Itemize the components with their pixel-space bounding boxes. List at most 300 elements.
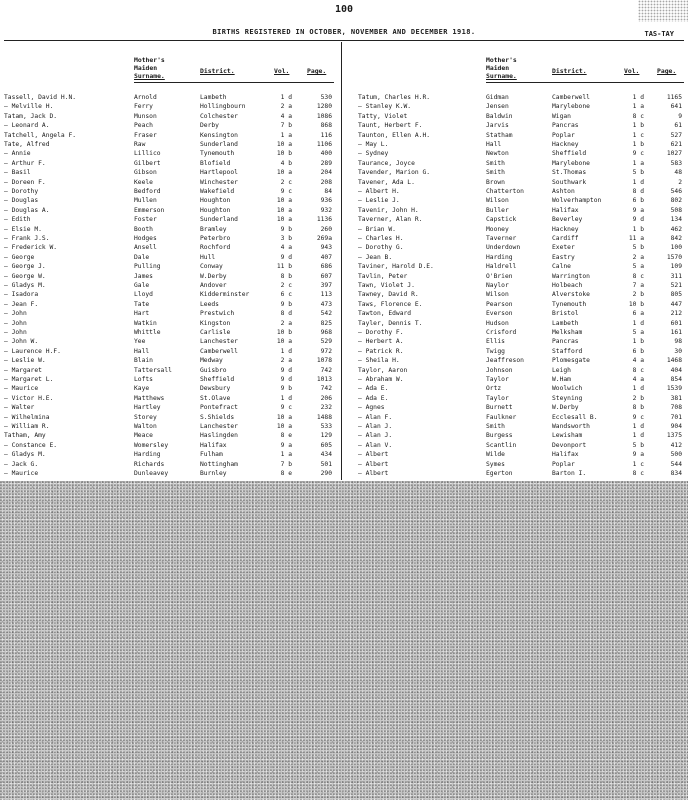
left-mother-maiden-surname: Watkin bbox=[134, 319, 157, 327]
left-child-name: — Melville H. bbox=[4, 103, 54, 111]
left-mother-maiden-surname: Fraser bbox=[134, 131, 157, 139]
left-child-name: — Gladys M. bbox=[4, 282, 46, 289]
right-mother-maiden-surname: O'Brien bbox=[486, 272, 513, 280]
left-volume: 1 d bbox=[280, 347, 292, 355]
right-child-name: Tavenir, John H. bbox=[358, 206, 419, 214]
right-volume: 9 c bbox=[632, 413, 644, 421]
left-volume: 9 d bbox=[280, 376, 292, 383]
right-page: 834 bbox=[670, 470, 682, 477]
right-volume: 8 c bbox=[632, 470, 644, 477]
right-child-name: — May L. bbox=[358, 141, 389, 148]
right-child-name: — Brian W. bbox=[358, 225, 396, 233]
left-volume: 1 a bbox=[280, 451, 292, 459]
left-district: Houghton bbox=[200, 197, 231, 205]
left-page: 1136 bbox=[316, 216, 332, 224]
left-volume: 9 c bbox=[280, 404, 292, 412]
left-mother-maiden-surname: Blain bbox=[134, 357, 153, 365]
left-mother-maiden-surname: Booth bbox=[134, 225, 153, 233]
left-volume: 3 b bbox=[280, 235, 292, 242]
right-mother-maiden-surname: Baldwin bbox=[486, 112, 513, 120]
left-page: 686 bbox=[320, 263, 332, 271]
left-district: Camberwell bbox=[200, 347, 238, 355]
right-volume: 6 b bbox=[632, 197, 644, 205]
left-mother-maiden-surname: Foster bbox=[134, 216, 157, 224]
left-page: 434 bbox=[320, 451, 332, 459]
right-header-vol: Vol. bbox=[624, 67, 640, 75]
right-district: Holbeach bbox=[552, 282, 583, 289]
right-page: 546 bbox=[670, 188, 682, 195]
left-mother-maiden-surname: Gibson bbox=[134, 169, 157, 177]
left-district: Blofield bbox=[200, 159, 231, 167]
right-district: Wigan bbox=[552, 112, 571, 120]
right-mother-maiden-surname: Crisford bbox=[486, 329, 517, 336]
left-district: Colchester bbox=[200, 112, 238, 120]
right-mother-maiden-surname: Gidman bbox=[486, 94, 509, 101]
right-district: Ashton bbox=[552, 188, 575, 195]
left-district: St.Olave bbox=[200, 394, 231, 402]
left-child-name: — Maurice bbox=[4, 385, 39, 393]
page-heading: BIRTHS REGISTERED IN OCTOBER, NOVEMBER AND DECEMBER 1918. bbox=[212, 28, 476, 36]
left-district: Medway bbox=[200, 357, 223, 365]
right-district: Devonport bbox=[552, 441, 587, 449]
right-volume: 1 b bbox=[632, 122, 644, 130]
left-district: Burnley bbox=[200, 470, 227, 477]
left-page: 289 bbox=[320, 159, 332, 167]
left-child-name: — Isadora bbox=[4, 291, 39, 299]
left-page: 542 bbox=[320, 310, 332, 318]
right-mother-maiden-surname: Naylor bbox=[486, 282, 509, 289]
right-page: 404 bbox=[670, 366, 682, 374]
right-volume: 8 c bbox=[632, 272, 644, 280]
left-child-name: — George bbox=[4, 253, 35, 261]
right-district: Eastry bbox=[552, 253, 575, 261]
left-mother-maiden-surname: James bbox=[134, 272, 153, 280]
left-volume: 9 b bbox=[280, 225, 292, 233]
left-volume: 2 a bbox=[280, 103, 292, 111]
right-volume: 5 b bbox=[632, 441, 644, 449]
left-child-name: — Edith bbox=[4, 216, 31, 224]
left-page: 473 bbox=[320, 300, 332, 308]
left-page: 84 bbox=[324, 188, 332, 195]
left-district: W.Derby bbox=[200, 272, 227, 280]
left-volume: 6 c bbox=[280, 291, 292, 299]
right-child-name: Tatty, Violet bbox=[358, 112, 408, 120]
right-volume: 9 a bbox=[632, 451, 644, 459]
right-district: Exeter bbox=[552, 244, 575, 252]
right-district: Tynemouth bbox=[552, 300, 587, 308]
left-mother-maiden-surname: Lloyd bbox=[134, 291, 153, 299]
left-child-name: — Elsie M. bbox=[4, 225, 42, 233]
left-volume: 9 b bbox=[280, 300, 292, 308]
left-mother-maiden-surname: Dunleavey bbox=[134, 470, 169, 477]
left-district: Haslingden bbox=[200, 432, 238, 440]
right-mother-maiden-surname: Mooney bbox=[486, 225, 509, 233]
left-mother-maiden-surname: Gilbert bbox=[134, 159, 161, 167]
left-volume: 9 d bbox=[280, 253, 292, 261]
left-district: Bramley bbox=[200, 225, 227, 233]
right-volume: 4 a bbox=[632, 376, 644, 383]
left-child-name: — John W. bbox=[4, 338, 39, 346]
left-district: Rochford bbox=[200, 244, 231, 252]
header-bottom-rule bbox=[134, 82, 334, 83]
left-district: S.Shields bbox=[200, 413, 235, 421]
left-child-name: — Jean F. bbox=[4, 300, 39, 308]
left-district: Halifax bbox=[200, 441, 227, 449]
left-page: 825 bbox=[320, 319, 332, 327]
left-mother-maiden-surname: Hartley bbox=[134, 404, 161, 412]
right-child-name: — Stanley K.W. bbox=[358, 103, 412, 111]
right-volume: 9 d bbox=[632, 216, 644, 224]
left-page: 529 bbox=[320, 338, 332, 346]
right-district: Wandsworth bbox=[552, 423, 590, 430]
left-mother-maiden-surname: Dale bbox=[134, 253, 150, 261]
right-district: Stafford bbox=[552, 347, 583, 355]
left-child-name: — Doreen F. bbox=[4, 178, 46, 186]
right-volume: 1 b bbox=[632, 338, 644, 346]
right-mother-maiden-surname: Jarvis bbox=[486, 122, 509, 130]
left-page: 129 bbox=[320, 432, 332, 440]
right-volume: 1 c bbox=[632, 131, 644, 139]
right-district: Warrington bbox=[552, 272, 590, 280]
left-page: 1106 bbox=[316, 141, 332, 148]
left-district: Tynemouth bbox=[200, 150, 235, 158]
right-page: 1468 bbox=[666, 357, 682, 365]
right-child-name: Taurance, Joyce bbox=[358, 159, 415, 167]
right-district: Lewisham bbox=[552, 432, 583, 440]
right-volume: 2 b bbox=[632, 394, 644, 402]
right-child-name: — Abraham W. bbox=[358, 376, 404, 383]
right-page: 527 bbox=[670, 131, 682, 139]
left-child-name: Tassell, David H.N. bbox=[4, 94, 77, 101]
right-page: 1375 bbox=[666, 432, 682, 440]
left-volume: 8 d bbox=[280, 310, 292, 318]
left-child-name: — Frederick W. bbox=[4, 244, 58, 252]
left-volume: 2 a bbox=[280, 319, 292, 327]
left-child-name: — Jack G. bbox=[4, 460, 39, 468]
right-mother-maiden-surname: Newton bbox=[486, 150, 509, 158]
right-page: 98 bbox=[674, 338, 682, 346]
right-district: Lambeth bbox=[552, 319, 579, 327]
left-child-name: — Laurence H.F. bbox=[4, 347, 61, 355]
left-child-name: — John bbox=[4, 310, 27, 318]
left-district: Prestwich bbox=[200, 310, 235, 318]
left-page: 533 bbox=[320, 423, 332, 430]
right-page: 462 bbox=[670, 225, 682, 233]
right-mother-maiden-surname: Underdown bbox=[486, 244, 521, 252]
right-page: 134 bbox=[670, 216, 682, 224]
left-district: Guisbro bbox=[200, 366, 227, 374]
right-child-name: — Patrick R. bbox=[358, 347, 404, 355]
left-district: Hollingbourn bbox=[200, 103, 246, 111]
left-volume: 10 b bbox=[276, 329, 292, 336]
left-district: Conway bbox=[200, 263, 223, 271]
surname-range: TAS-TAY bbox=[644, 30, 674, 38]
right-child-name: Taylor, Aaron bbox=[358, 366, 408, 374]
column-divider bbox=[341, 42, 342, 480]
left-page: 501 bbox=[320, 460, 332, 468]
left-child-name: — John bbox=[4, 329, 27, 336]
left-header-district: District. bbox=[200, 67, 235, 75]
left-child-name: — John bbox=[4, 319, 27, 327]
right-page: 9 bbox=[678, 112, 682, 120]
left-volume: 10 a bbox=[276, 197, 292, 205]
left-district: Lanchester bbox=[200, 338, 238, 346]
left-mother-maiden-surname: Emmerson bbox=[134, 206, 165, 214]
left-district: Kidderminster bbox=[200, 291, 250, 299]
header-bottom-rule-right bbox=[486, 82, 684, 83]
left-mother-maiden-surname: Peach bbox=[134, 122, 153, 130]
right-page: 802 bbox=[670, 197, 682, 205]
right-page: 1027 bbox=[666, 150, 682, 158]
left-district: Hull bbox=[200, 253, 216, 261]
right-header-page: Page. bbox=[657, 67, 677, 75]
right-page: 583 bbox=[670, 159, 682, 167]
right-page: 212 bbox=[670, 310, 682, 318]
left-page: 116 bbox=[320, 131, 332, 139]
left-child-name: — Constance E. bbox=[4, 441, 58, 449]
right-district: Marylebone bbox=[552, 159, 590, 167]
left-volume: 9 b bbox=[280, 385, 292, 393]
right-mother-maiden-surname: Wilson bbox=[486, 197, 509, 205]
left-mother-maiden-surname: Hart bbox=[134, 310, 150, 318]
right-district: Beverley bbox=[552, 216, 583, 224]
left-district: Kingston bbox=[200, 319, 231, 327]
left-volume: 4 b bbox=[280, 159, 292, 167]
right-district: Marylebone bbox=[552, 103, 590, 111]
right-mother-maiden-surname: Buller bbox=[486, 206, 509, 214]
right-volume: 8 d bbox=[632, 188, 644, 195]
left-mother-maiden-surname: Bedford bbox=[134, 188, 161, 195]
left-page: 260 bbox=[320, 225, 332, 233]
left-page: 868 bbox=[320, 122, 332, 130]
left-page: 1078 bbox=[316, 357, 332, 365]
right-child-name: — Dorothy F. bbox=[358, 329, 404, 336]
left-child-name: — Basil bbox=[4, 169, 31, 177]
right-mother-maiden-surname: Symes bbox=[486, 460, 505, 468]
left-page: 1086 bbox=[316, 112, 332, 120]
left-district: Pontefract bbox=[200, 404, 238, 412]
right-volume: 8 c bbox=[632, 112, 644, 120]
right-district: Pancras bbox=[552, 122, 579, 130]
left-district: Dewsbury bbox=[200, 385, 231, 393]
left-volume: 10 a bbox=[276, 141, 292, 148]
right-volume: 1 d bbox=[632, 94, 644, 101]
right-child-name: — Sydney bbox=[358, 150, 389, 158]
left-child-name: Tatam, Jack D. bbox=[4, 112, 58, 120]
left-mother-maiden-surname: Storey bbox=[134, 413, 157, 421]
left-volume: 10 a bbox=[276, 423, 292, 430]
right-district: Wolverhampton bbox=[552, 197, 602, 205]
right-mother-maiden-surname: Egerton bbox=[486, 470, 513, 477]
right-page: 508 bbox=[670, 206, 682, 214]
right-mother-maiden-surname: Smith bbox=[486, 169, 505, 177]
left-volume: 10 a bbox=[276, 413, 292, 421]
scan-noise-region bbox=[0, 481, 688, 800]
left-district: Sunderland bbox=[200, 216, 238, 224]
right-volume: 2 a bbox=[632, 253, 644, 261]
left-mother-maiden-surname: Walton bbox=[134, 423, 157, 430]
right-volume: 7 a bbox=[632, 282, 644, 289]
right-child-name: — Sheila H. bbox=[358, 357, 400, 365]
right-volume: 4 a bbox=[632, 357, 644, 365]
left-district: Sunderland bbox=[200, 141, 238, 148]
left-mother-maiden-surname: Ansell bbox=[134, 244, 157, 252]
right-mother-maiden-surname: Hall bbox=[486, 141, 502, 148]
left-mother-maiden-surname: Kaye bbox=[134, 385, 150, 393]
left-child-name: Tate, Alfred bbox=[4, 141, 50, 148]
right-volume: 5 b bbox=[632, 244, 644, 252]
left-page: 206 bbox=[320, 394, 332, 402]
right-volume: 1 d bbox=[632, 432, 644, 440]
right-volume: 9 c bbox=[632, 150, 644, 158]
right-volume: 6 b bbox=[632, 347, 644, 355]
left-mother-maiden-surname: Lofts bbox=[134, 376, 153, 383]
right-child-name: — Jean B. bbox=[358, 253, 393, 261]
right-district: Hackney bbox=[552, 141, 579, 148]
left-child-name: — George W. bbox=[4, 272, 46, 280]
right-child-name: — Ada E. bbox=[358, 394, 389, 402]
left-page: 968 bbox=[320, 329, 332, 336]
left-entry-row bbox=[0, 469, 340, 479]
right-mother-maiden-surname: Chatterton bbox=[486, 188, 524, 195]
left-child-name: — Maurice bbox=[4, 470, 39, 477]
left-volume: 2 a bbox=[280, 357, 292, 365]
left-page: 972 bbox=[320, 347, 332, 355]
right-district: St.Thomas bbox=[552, 169, 587, 177]
left-mother-maiden-surname: Keele bbox=[134, 178, 153, 186]
left-district: Winchester bbox=[200, 178, 238, 186]
right-child-name: — Dorothy G. bbox=[358, 244, 404, 252]
right-page: 708 bbox=[670, 404, 682, 412]
heading-rule bbox=[4, 40, 684, 41]
left-page: 742 bbox=[320, 385, 332, 393]
right-child-name: Tawton, Edward bbox=[358, 310, 412, 318]
right-district: Ecclesall B. bbox=[552, 413, 598, 421]
right-mother-maiden-surname: Wilde bbox=[486, 451, 505, 459]
left-district: Derby bbox=[200, 122, 219, 130]
left-page: 269a bbox=[316, 235, 332, 242]
right-page: 1165 bbox=[666, 94, 682, 101]
left-mother-maiden-surname: Mullen bbox=[134, 197, 157, 205]
left-child-name: — Dorothy bbox=[4, 188, 39, 195]
left-volume: 10 a bbox=[276, 206, 292, 214]
right-child-name: — Charles H. bbox=[358, 235, 404, 242]
right-volume: 6 a bbox=[632, 310, 644, 318]
right-page: 381 bbox=[670, 394, 682, 402]
right-mother-maiden-surname: Statham bbox=[486, 131, 513, 139]
left-volume: 1 d bbox=[280, 94, 292, 101]
right-district: Poplar bbox=[552, 460, 575, 468]
right-child-name: — Albert H. bbox=[358, 188, 400, 195]
right-volume: 1 a bbox=[632, 103, 644, 111]
left-child-name: — Annie bbox=[4, 150, 31, 158]
left-page: 1488 bbox=[316, 413, 332, 421]
right-child-name: Taverner, Alan R. bbox=[358, 216, 423, 224]
left-mother-maiden-surname: Harding bbox=[134, 451, 161, 459]
left-district: Fulham bbox=[200, 451, 223, 459]
left-child-name: — Margaret L. bbox=[4, 376, 54, 383]
right-volume: 8 c bbox=[632, 366, 644, 374]
right-volume: 1 c bbox=[632, 460, 644, 468]
right-district: Hackney bbox=[552, 225, 579, 233]
right-mother-maiden-surname: Burnett bbox=[486, 404, 513, 412]
right-child-name: Taunton, Ellen A.H. bbox=[358, 131, 431, 139]
left-child-name: Tatham, Amy bbox=[4, 432, 46, 440]
right-mother-maiden-surname: Taverner bbox=[486, 235, 517, 242]
left-volume: 10 a bbox=[276, 338, 292, 346]
right-page: 621 bbox=[670, 141, 682, 148]
right-district: Halifax bbox=[552, 206, 579, 214]
right-district: Pancras bbox=[552, 338, 579, 346]
right-page: 311 bbox=[670, 272, 682, 280]
right-page: 61 bbox=[674, 122, 682, 130]
left-volume: 1 d bbox=[280, 394, 292, 402]
right-child-name: — Alan V. bbox=[358, 441, 393, 449]
right-page: 904 bbox=[670, 423, 682, 430]
right-mother-maiden-surname: Ellis bbox=[486, 338, 505, 346]
right-mother-maiden-surname: Smith bbox=[486, 159, 505, 167]
right-mother-maiden-surname: Ortz bbox=[486, 385, 502, 393]
left-page: 605 bbox=[320, 441, 332, 449]
right-mother-maiden-surname: Capstick bbox=[486, 216, 517, 224]
right-child-name: Taviner, Harold D.E. bbox=[358, 263, 434, 271]
left-volume: 4 a bbox=[280, 112, 292, 120]
right-page: 30 bbox=[674, 347, 682, 355]
right-child-name: Tavlin, Peter bbox=[358, 272, 408, 280]
left-page: 932 bbox=[320, 206, 332, 214]
right-page: 500 bbox=[670, 451, 682, 459]
left-page: 1280 bbox=[316, 103, 332, 111]
left-district: Wakefield bbox=[200, 188, 235, 195]
left-page: 943 bbox=[320, 244, 332, 252]
left-volume: 1 a bbox=[280, 131, 292, 139]
left-page: 400 bbox=[320, 150, 332, 158]
right-child-name: Tavender, Marion G. bbox=[358, 169, 431, 177]
right-page: 1570 bbox=[666, 253, 682, 261]
right-volume: 10 b bbox=[628, 300, 644, 308]
right-page: 1539 bbox=[666, 385, 682, 393]
right-volume: 5 a bbox=[632, 329, 644, 336]
left-volume: 10 b bbox=[276, 150, 292, 158]
right-mother-maiden-surname: Brown bbox=[486, 178, 505, 186]
left-volume: 9 c bbox=[280, 188, 292, 195]
right-mother-maiden-surname: Harding bbox=[486, 253, 513, 261]
right-volume: 2 b bbox=[632, 291, 644, 299]
left-child-name: — Margaret bbox=[4, 366, 42, 374]
right-volume: 8 b bbox=[632, 404, 644, 412]
right-page: 544 bbox=[670, 460, 682, 468]
right-child-name: Tawn, Violet J. bbox=[358, 282, 415, 289]
page-number: 100 bbox=[334, 4, 354, 15]
left-volume: 8 e bbox=[280, 432, 292, 440]
right-child-name: Taunt, Herbert F. bbox=[358, 122, 423, 130]
left-mother-maiden-surname: Gale bbox=[134, 282, 150, 289]
right-volume: 1 d bbox=[632, 178, 644, 186]
right-page: 521 bbox=[670, 282, 682, 289]
left-mother-maiden-surname: Arnold bbox=[134, 94, 157, 101]
right-volume: 1 a bbox=[632, 159, 644, 167]
left-volume: 10 a bbox=[276, 169, 292, 177]
left-child-name: — Walter bbox=[4, 404, 35, 412]
right-page: 854 bbox=[670, 376, 682, 383]
right-mother-maiden-surname: Pearson bbox=[486, 300, 513, 308]
right-page: 842 bbox=[670, 235, 682, 242]
left-page: 530 bbox=[320, 94, 332, 101]
left-mother-maiden-surname: Hodges bbox=[134, 235, 157, 242]
left-district: Lanchester bbox=[200, 423, 238, 430]
right-page: 447 bbox=[670, 300, 682, 308]
right-child-name: Taws, Florence E. bbox=[358, 300, 423, 308]
